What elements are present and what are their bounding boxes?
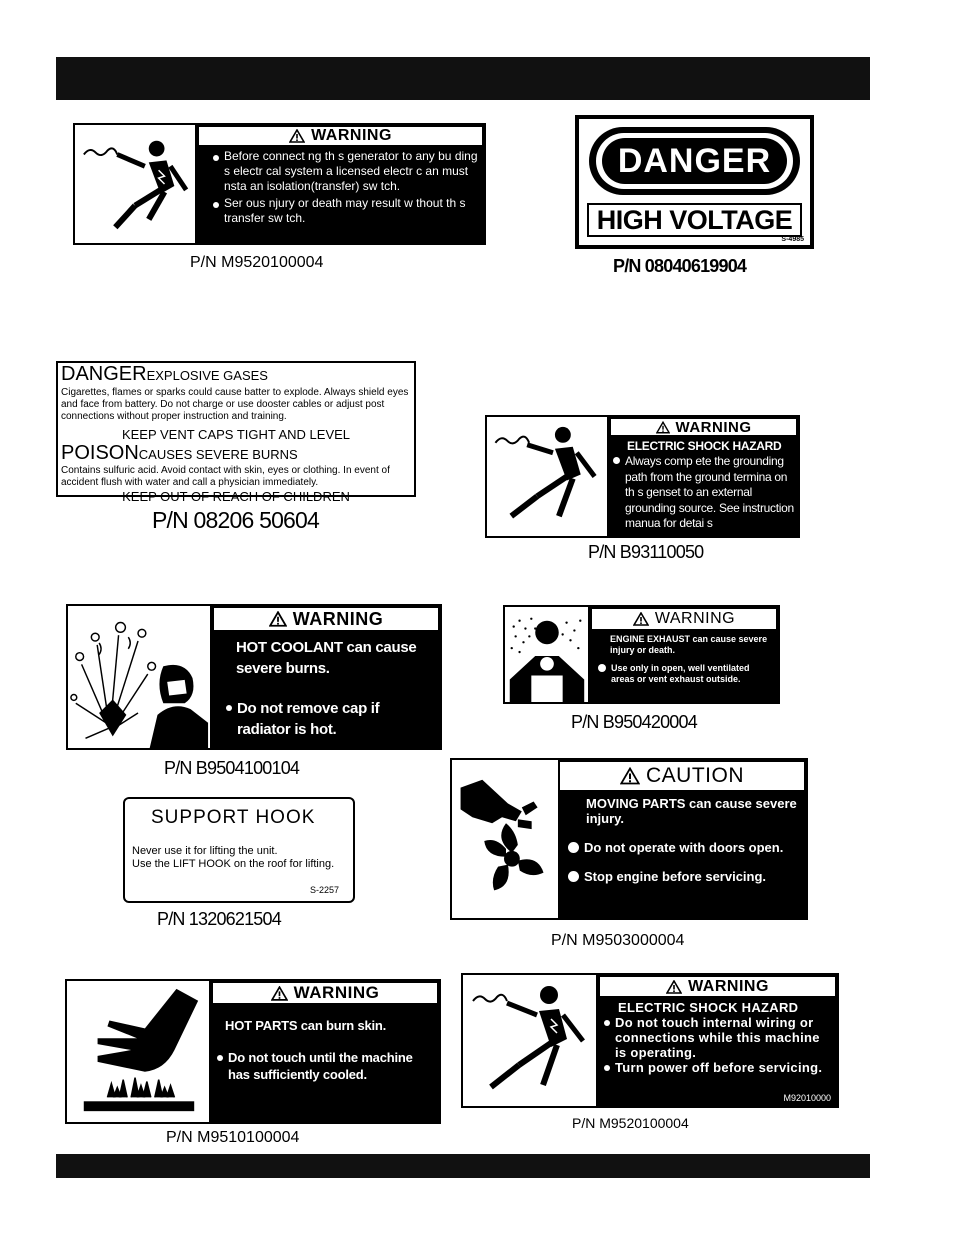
label-code: S-4985 <box>781 236 804 243</box>
label-code: S-2257 <box>309 885 339 895</box>
bullet-dot <box>568 842 579 853</box>
label-code: M92010000 <box>783 1093 831 1103</box>
do-not-touch-line: Do not touch until the machine has sufficiently cooled. <box>228 1050 413 1082</box>
warning-hot-parts-label <box>65 979 441 1124</box>
power-off-line: Turn power off before servicing. <box>615 1060 823 1075</box>
internal-wiring-line: Do not touch internal wiring or connections while this machine is operating. <box>615 1015 820 1060</box>
children-line: KEEP OUT OF REACH OF CHILDREN <box>122 489 350 504</box>
warning-grounding-label <box>485 415 800 538</box>
doors-open-line: Do not operate with doors open. <box>584 840 784 855</box>
part-number: P/N B93110050 <box>588 542 704 562</box>
part-number: P/N M9510100004 <box>166 1129 300 1146</box>
hot-coolant-line: HOT COOLANT can cause severe burns. <box>236 639 417 677</box>
part-number: P/N M9520100004 <box>572 1115 689 1131</box>
bullet-dot <box>568 871 579 882</box>
part-number: P/N 1320621504 <box>157 909 281 929</box>
support-hook-label <box>123 797 355 903</box>
exhaust-fumes-icon <box>505 607 590 702</box>
support-hook-line-2: Use the LIFT HOOK on the roof for lifting. <box>132 858 335 870</box>
electric-shock-figure-icon <box>463 975 598 1106</box>
shock-hazard-title: ELECTRIC SHOCK HAZARD <box>618 1000 799 1015</box>
warning-triangle-icon <box>666 980 682 994</box>
electric-shock-figure-icon <box>487 417 609 536</box>
warning-triangle-icon <box>620 767 640 785</box>
warning-hot-coolant-label <box>66 604 442 750</box>
radiator-cap-line: Do not remove cap if radiator is hot. <box>237 700 380 738</box>
bullet-dot <box>226 705 232 711</box>
exhaust-line: ENGINE EXHAUST can cause severe injury or death. <box>610 634 768 655</box>
warning-header: WARNING <box>311 127 392 144</box>
part-number: P/N B9504100104 <box>164 758 300 778</box>
battery-danger-label <box>56 361 416 504</box>
part-number: P/N M9503000004 <box>551 932 685 949</box>
moving-parts-line: MOVING PARTS can cause severe injury. <box>586 796 797 826</box>
bullet-dot <box>604 1065 610 1071</box>
acid-warning-text: Contains sulfuric acid. Avoid contact with skin, eyes or clothing. In event of accident flush with water and call a physician immediately. <box>61 465 390 488</box>
warning-triangle-icon <box>633 612 649 626</box>
part-number: P/N 08040619904 <box>613 256 747 276</box>
danger-heading: DANGER <box>61 363 147 385</box>
vent-caps-line: KEEP VENT CAPS TIGHT AND LEVEL <box>121 427 351 442</box>
grounding-text: Always comp ete the grounding path from the ground termina on th s genset to an external grounding source. See instruction manua for detai s <box>625 454 794 530</box>
hot-surface-hand-icon <box>67 981 211 1122</box>
footer-bar <box>56 1154 870 1178</box>
generator-warning-line-2: Ser ous njury or death may result w thout th s transfer sw tch. <box>224 196 466 225</box>
hot-parts-line: HOT PARTS can burn skin. <box>225 1018 387 1033</box>
fan-hand-icon <box>452 760 560 918</box>
caution-header: CAUTION <box>646 764 744 787</box>
electric-shock-figure-icon <box>75 125 197 243</box>
part-number: P/N B950420004 <box>571 712 697 732</box>
part-number: P/N 08206 50604 <box>152 507 320 533</box>
warning-exhaust-label <box>503 605 780 704</box>
poison-heading: POISON <box>61 442 139 464</box>
warning-header: WARNING <box>688 977 769 995</box>
bullet-dot <box>213 202 219 208</box>
stop-engine-line: Stop engine before servicing. <box>584 869 767 884</box>
warning-triangle-icon <box>289 129 305 143</box>
warning-header: WARNING <box>292 608 384 629</box>
bullet-dot <box>217 1055 223 1061</box>
support-hook-line-1: Never use it for lifting the unit. <box>132 845 278 857</box>
bullet-dot <box>213 155 219 161</box>
warning-header: WARNING <box>654 610 736 627</box>
poison-subheading: CAUSES SEVERE BURNS <box>138 447 298 462</box>
warning-triangle-icon <box>271 986 288 1001</box>
warning-header: WARNING <box>293 983 380 1002</box>
danger-title: DANGER <box>602 138 787 184</box>
support-hook-title: SUPPORT HOOK <box>151 807 316 828</box>
part-number: P/N M9520100004 <box>190 254 324 271</box>
battery-explosion-text: Cigarettes, flames or sparks could cause batter to explode. Always shield eyes and face from battery. Do not charge or use dooster cables or adjust post connections without proper instruction and training. <box>61 387 409 422</box>
warning-header: WARNING <box>675 418 752 436</box>
shock-hazard-title: ELECTRIC SHOCK HAZARD <box>627 439 782 453</box>
bullet-dot <box>598 664 606 672</box>
danger-high-voltage-label <box>575 115 814 249</box>
steam-explosion-icon <box>68 606 212 748</box>
warning-generator-label <box>73 123 486 245</box>
caution-moving-parts-label <box>450 758 808 920</box>
ventilation-line: Use only in open, well ventilated areas or vent exhaust outside. <box>611 663 750 684</box>
danger-subheading: EXPLOSIVE GASES <box>146 368 268 383</box>
bullet-dot <box>613 457 620 464</box>
high-voltage-text: HIGH VOLTAGE <box>587 203 802 237</box>
warning-triangle-icon <box>656 421 670 434</box>
warning-triangle-icon <box>269 611 287 627</box>
bullet-dot <box>604 1020 610 1026</box>
header-bar <box>56 57 870 100</box>
generator-warning-line-1: Before connect ng th s generator to any bu ding s electr cal system a licensed electr c an must nsta an isolation(transfer) sw tch. <box>224 149 478 193</box>
warning-wiring-label <box>461 973 839 1108</box>
